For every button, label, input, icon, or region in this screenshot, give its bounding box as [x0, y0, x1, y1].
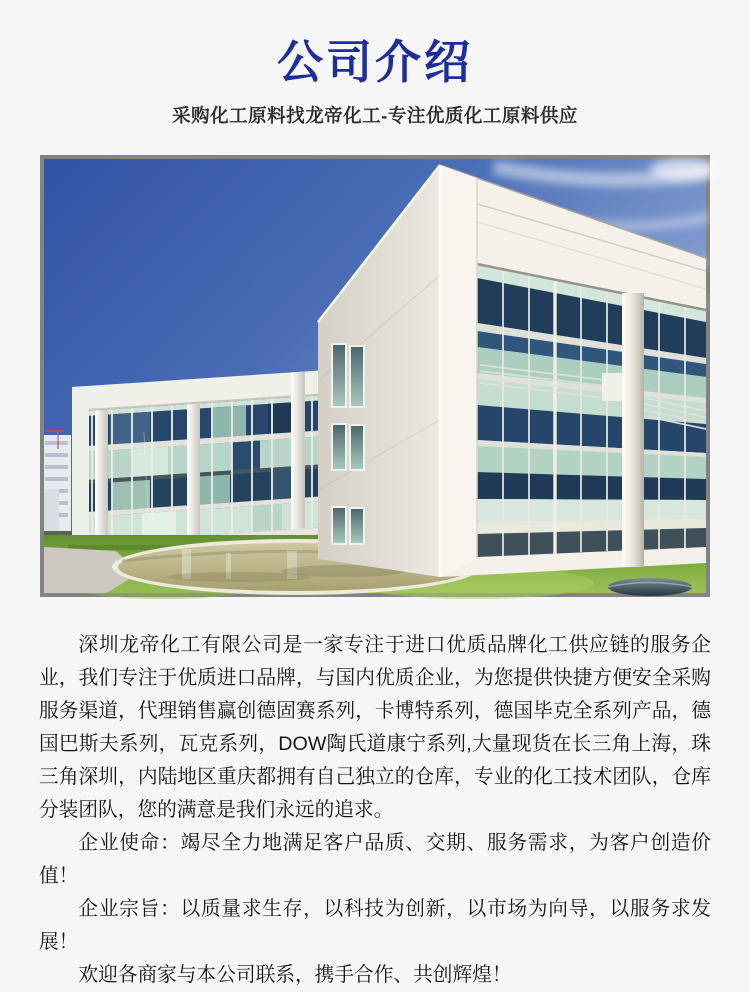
about-paragraph: 深圳龙帝化工有限公司是一家专注于进口优质品牌化工供应链的服务企业，我们专注于优质进口品牌，与国内优质企业，为您提供快捷方便安全采购服务渠道，代理销售赢创德固赛系列，卡博特系列，德国毕克全系列产品，德国巴斯夫系列，瓦克系列，DOW陶氏道康宁系列,大量现货在长三角上海，珠三角深圳，内陆地区重庆都拥有自己独立的仓库，专业的化工技术团队，仓库分装团队，您的满意是我们永远的追求。 [39, 633, 711, 821]
company-photo [40, 155, 710, 597]
about-paragraph-mission: 企业使命：竭尽全力地满足客户品质、交期、服务需求，为客户创造价值！ [39, 831, 711, 887]
cylindrical-column [622, 293, 644, 567]
left-wing-building [72, 370, 320, 550]
company-photo-illustration [44, 159, 706, 593]
fountain-basin [608, 578, 692, 596]
page-subtitle: 采购化工原料找龙帝化工-专注优质化工原料供应 [172, 104, 578, 126]
page-title: 公司介绍 [277, 36, 473, 88]
about-paragraph-welcome: 欢迎各商家与本公司联系，携手合作、共创辉煌！ [78, 963, 512, 986]
about-section [0, 629, 750, 992]
about-paragraph-principle: 企业宗旨：以质量求生存，以科技为创新，以市场为向导，以服务求发展！ [39, 897, 711, 953]
